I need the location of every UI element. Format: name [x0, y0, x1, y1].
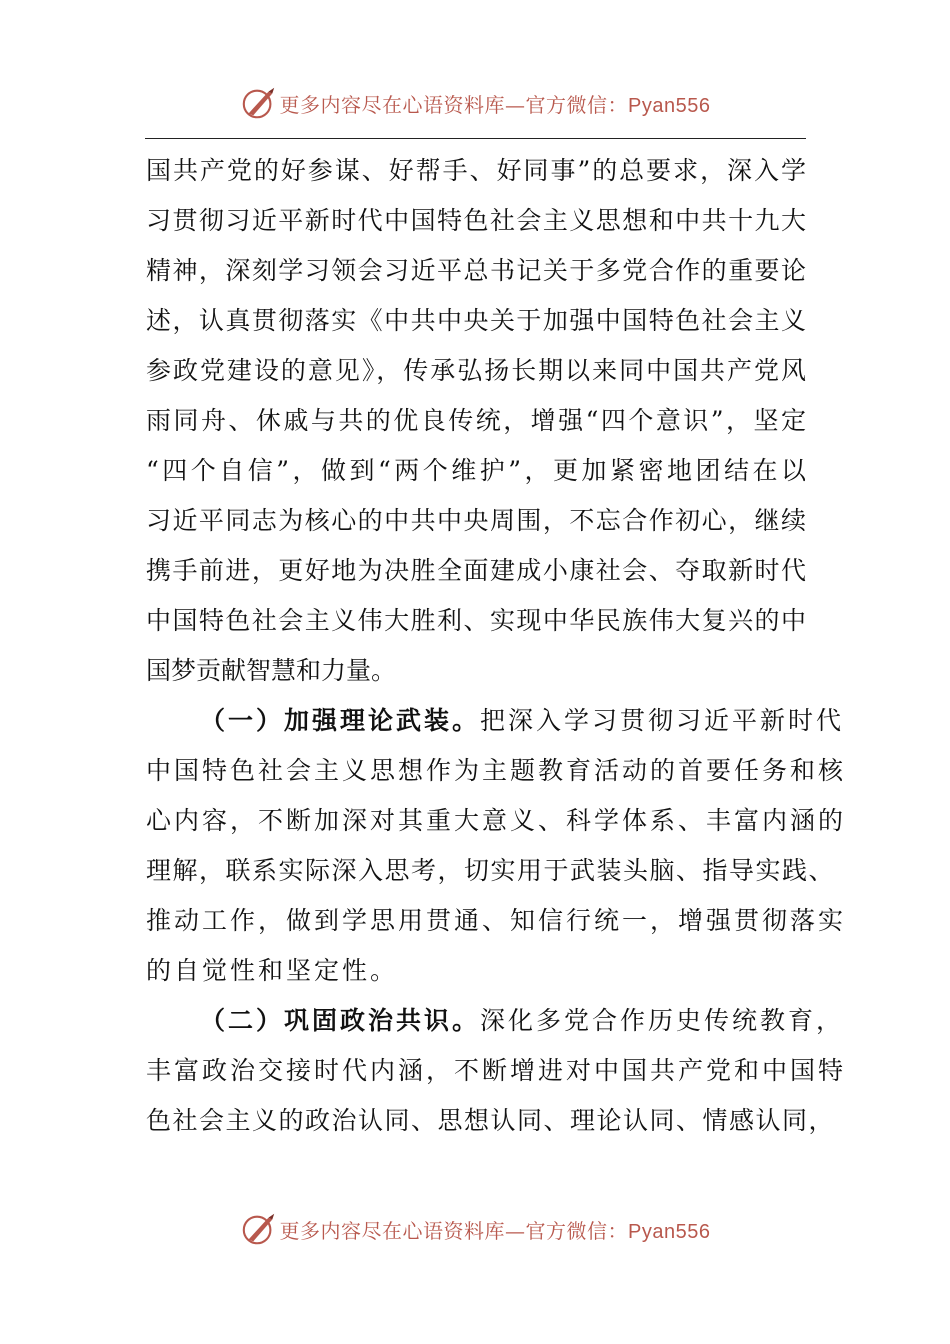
text-line: 中国特色社会主义伟大胜利、实现中华民族伟大复兴的中	[146, 606, 806, 635]
pen-circle-logo-icon	[240, 84, 278, 122]
footer-watermark-banner	[0, 1209, 950, 1249]
section-1-text: 把深入学习贯彻习近平新时代	[480, 706, 845, 735]
section-2-first-line	[146, 996, 845, 1046]
text-line: 丰富政治交接时代内涵，不断增进对中国共产党和中国特	[146, 1056, 847, 1085]
text-line: 中国特色社会主义思想作为主题教育活动的首要任务和核	[146, 756, 847, 785]
document-body	[146, 146, 847, 1146]
text-line: 的自觉性和坚定性。	[146, 956, 399, 985]
watermark-text: 更多内容尽在心语资料库—官方微信：Pyan556	[279, 1218, 711, 1243]
section-2-heading: （二）巩固政治共识。	[200, 1006, 481, 1035]
text-line: 述，认真贯彻落实《中共中央关于加强中国特色社会主义	[146, 306, 806, 335]
section-2-text: 深化多党合作历史传统教育，	[480, 1006, 845, 1035]
section-1-heading: （一）加强理论武装。	[200, 706, 481, 735]
text-line: 参政党建设的意见》，传承弘扬长期以来同中国共产党风	[146, 356, 806, 385]
section-1-first-line	[146, 696, 845, 746]
text-line: 携手前进，更好地为决胜全面建成小康社会、夺取新时代	[146, 556, 806, 585]
text-line: 推动工作，做到学思用贯通、知信行统一，增强贯彻落实	[146, 906, 847, 935]
text-line: 国梦贡献智慧和力量。	[146, 656, 397, 685]
text-line: 习近平同志为核心的中共中央周围，不忘合作初心，继续	[146, 506, 806, 535]
header-watermark-banner	[0, 83, 950, 123]
text-line: 色社会主义的政治认同、思想认同、理论认同、情感认同，	[146, 1106, 836, 1135]
pen-circle-logo-icon	[240, 1210, 278, 1248]
text-line: 雨同舟、休戚与共的优良传统，增强“四个意识”，坚定	[146, 406, 806, 435]
text-line: 精神，深刻学习领会习近平总书记关于多党合作的重要论	[146, 256, 806, 285]
header-divider	[145, 138, 806, 139]
text-line: 国共产党的好参谋、好帮手、好同事”的总要求，深入学	[146, 156, 806, 185]
text-line: 习贯彻习近平新时代中国特色社会主义思想和中共十九大	[146, 206, 806, 235]
watermark-text: 更多内容尽在心语资料库—官方微信：Pyan556	[279, 92, 711, 117]
text-line: 理解，联系实际深入思考，切实用于武装头脑、指导实践、	[146, 856, 836, 885]
text-line: 心内容，不断加深对其重大意义、科学体系、丰富内涵的	[146, 806, 847, 835]
text-line: “四个自信”，做到“两个维护”，更加紧密地团结在以	[146, 456, 806, 485]
